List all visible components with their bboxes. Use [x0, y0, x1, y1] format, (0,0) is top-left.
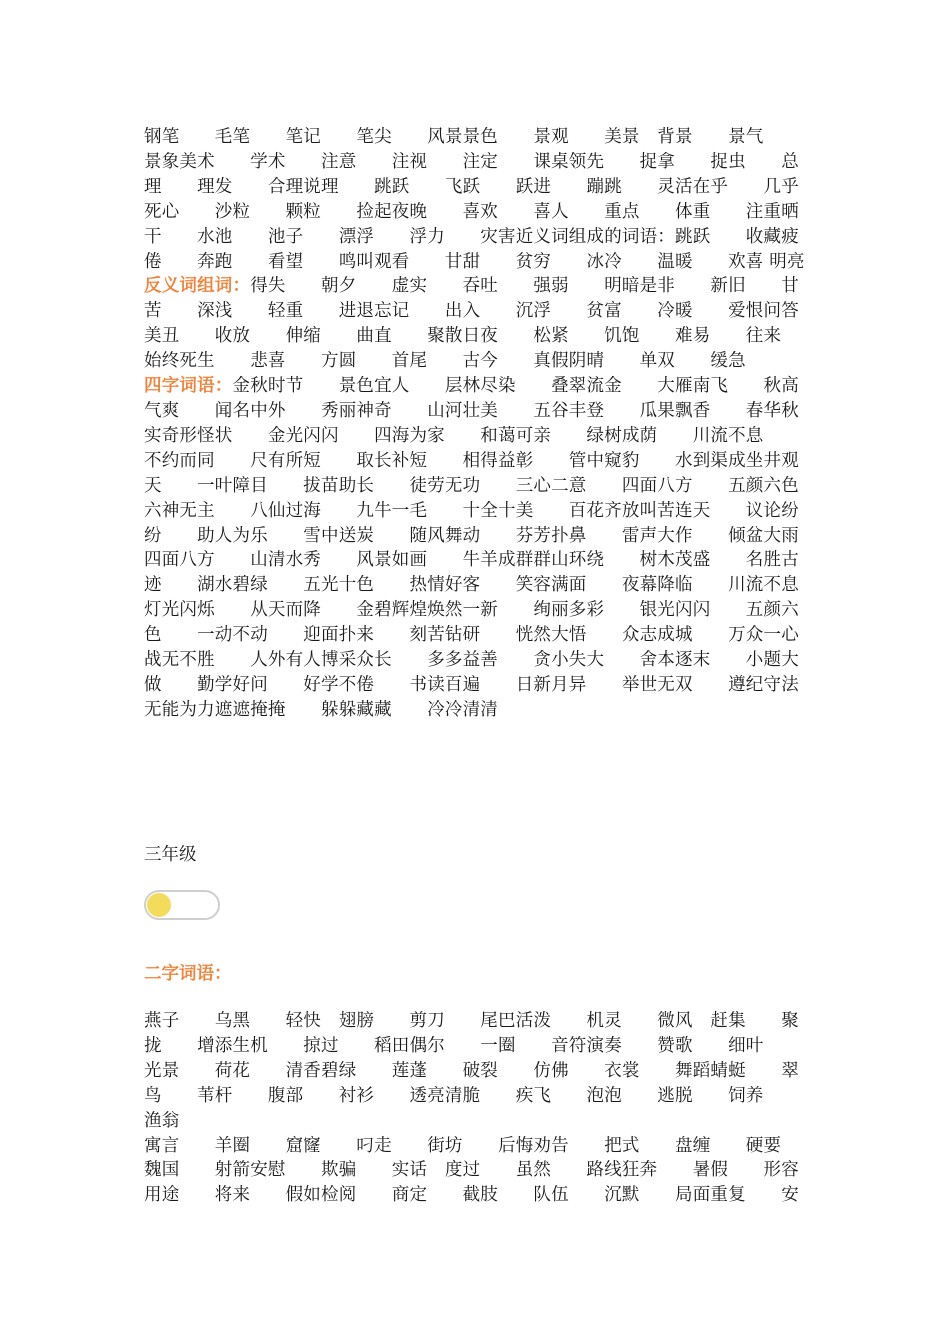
toggle-knob[interactable]	[147, 893, 171, 917]
antonym-word-list: 得失 朝夕 虚实 吞吐 强弱 明暗是非 新旧 甘苦 深浅 轻重 进退忘记 出入 沉浮 贫富 冷暖 爱恨问答 美丑 收放 伸缩 曲直 聚散日夜 松紧 饥饱 难易 往来 始终死生 悲喜 方圆 首尾 古今 真假阴晴 单双 缓急	[144, 276, 835, 372]
grade2-vocabulary-paragraph	[144, 125, 835, 723]
antonym-heading: 反义词组词：	[144, 276, 251, 297]
toggle-switch[interactable]	[144, 890, 220, 920]
grade2-word-list: 钢笔 毛笔 笔记 笔尖 风景景色 景观 美景 背景 景气 景象美术 学术 注意 注视 注定 课桌领先 捉拿 捉虫 总理 理发 合理说理 跳跃 飞跃 跃进 蹦跳 灵活在乎 几乎死心 沙粒 颗粒 捡起夜晚 喜欢 喜人 重点 体重 注重晒干 水池 池子 漂浮 浮力 灾害近义词组成的词语：跳跃 收藏疲倦 奔跑 看望 鸣叫观看 甘甜 贫穷 冰冷 温暖 欢喜 明亮	[144, 127, 805, 272]
grade3-word-list: 燕子 乌黑 轻快 翅膀 剪刀 尾巴活泼 机灵 微风 赶集 聚拢 增添生机 掠过 稻田偶尔 一圈 音符演奏 赞歌 细叶 光景 荷花 清香碧绿 莲蓬 破裂 仿佛 衣裳 舞蹈蜻蜓 翠鸟 苇杆 腹部 衬衫 透亮清脆 疾飞 泡泡 逃脱 饲养 渔翁 寓言 羊圈 窟窿 叼走 街坊 后悔劝告 把式 盘缠 硬要 魏国 射箭安慰 欺骗 实话 度过 虽然 路线狂奔 暑假 形容用途 将来 假如检阅 商定 截肢 队伍 沉默 局面重复 安	[144, 1011, 799, 1206]
grade3-title: 三年级	[144, 845, 197, 865]
two-char-words-heading: 二字词语：	[144, 964, 232, 984]
idiom-word-list: 金秋时节 景色宜人 层林尽染 叠翠流金 大雁南飞 秋高气爽 闻名中外 秀丽神奇 山河壮美 五谷丰登 瓜果飘香 春华秋实奇形怪状 金光闪闪 四海为家 和蔼可亲 绿树成荫 川流不息 不约而同 尺有所短 取长补短 相得益彰 管中窥豹 水到渠成坐井观天 一叶障目 拔苗助长 徒劳无功 三心二意 四面八方 五颜六色 六神无主 八仙过海 九牛一毛 十全十美 百花齐放叫苦连天 议论纷纷 助人为乐 雪中送炭 随风舞动 芬芳扑鼻 雷声大作 倾盆大雨 四面八方 山清水秀 风景如画 牛羊成群群山环绕 树木茂盛 名胜古迹 湖水碧绿 五光十色 热情好客 笑容满面 夜幕降临 川流不息 灯光闪烁 从天而降 金碧辉煌焕然一新 绚丽多彩 银光闪闪 五颜六色 一动不动 迎面扑来 刻苦钻研 恍然大悟 众志成城 万众一心 战无不胜 人外有人博采众长 多多益善 贪小失大 舍本逐末 小题大做 勤学好问 好学不倦 书读百遍 日新月异 举世无双 遵纪守法 无能为力遮遮掩掩 躲躲藏藏 冷冷清清	[144, 376, 835, 720]
idiom-heading: 四字词语：	[144, 376, 233, 397]
